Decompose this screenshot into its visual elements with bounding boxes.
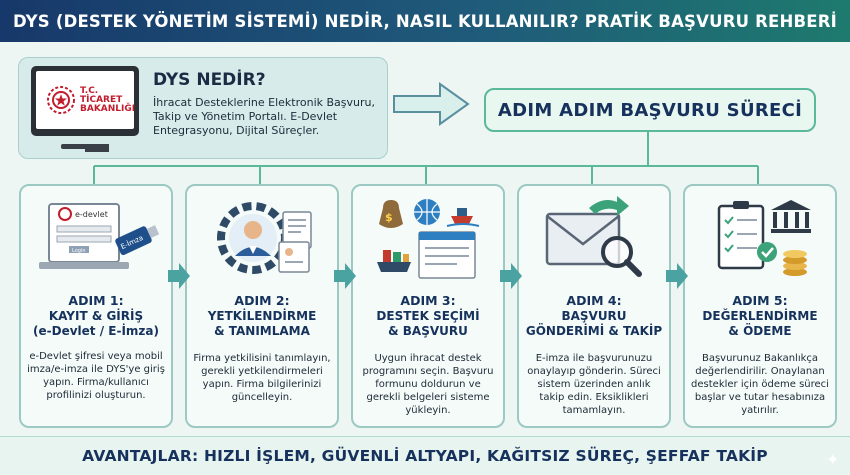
page-title: DYS (DESTEK YÖNETİM SİSTEMİ) NEDİR, NASIL KULLANILIR? PRATİK BAŞVURU REHBERİ [0, 0, 850, 42]
connector-lines [0, 0, 850, 190]
step-4-icon-area [519, 186, 669, 286]
advantages-footer: AVANTAJLAR: HIZLI İŞLEM, GÜVENLİ ALTYAPI, KAĞITSIZ SÜREÇ, ŞEFFAF TAKİP [0, 436, 850, 475]
step-arrow-3-icon [499, 262, 523, 290]
step-arrow-4-icon [665, 262, 689, 290]
dys-description: İhracat Desteklerine Elektronik Başvuru, Takip ve Yönetim Portalı. E-Devlet Entegrasyonu, Dijital Süreçler. [153, 96, 375, 137]
step-3-description: Uygun ihracat destek programını seçin. Başvuru formunu doldurun ve gerekli belgeleri sisteme yükleyin. [362, 353, 494, 416]
edevlet-text: e-devlet [75, 210, 108, 219]
step-3-icon-area [353, 186, 503, 286]
step-2-description: Firma yetkilisini tanımlayın, gerekli yetkilendirmeleri yapın. Firma bilgilerinizi güncelleyin. [193, 353, 331, 403]
step-1-description: e-Devlet şifresi veya mobil imza/e-imza ile DYS'ye giriş yapın. Firma/kullanıcı profilinizi oluşturun. [27, 351, 165, 401]
step-1-subtitle: KAYIT & GİRİŞ (e-Devlet / E-İmza) [33, 309, 159, 338]
step-2-title: ADIM 2: [234, 293, 290, 308]
step-card-1 [19, 184, 173, 428]
export-support-icon [353, 186, 503, 286]
step-5-description: Başvurunuz Bakanlıkça değerlendirilir. Onaylanan destekler için ödeme süreci başlar ve tutar hesabınıza yatırılır. [691, 353, 829, 416]
step-2-subtitle: YETKİLENDİRME & TANIMLAMA [207, 309, 317, 338]
step-card-4 [517, 184, 671, 428]
step-arrow-2-icon [333, 262, 357, 290]
svg-text:$: $ [385, 211, 393, 224]
step-1-title: ADIM 1: [68, 293, 124, 308]
step-3-subtitle: DESTEK SEÇİMİ & BAŞVURU [376, 309, 480, 338]
step-arrow-1-icon [167, 262, 191, 290]
mail-search-icon [519, 186, 669, 286]
sparkle-icon: ✦ [826, 450, 840, 469]
user-gear-icon [187, 186, 337, 286]
dys-title: DYS NEDİR? [153, 70, 266, 90]
step-5-subtitle: DEĞERLENDİRME & ÖDEME [702, 309, 818, 338]
checklist-bank-icon [685, 186, 835, 286]
login-text: Login [72, 248, 86, 254]
step-5-title: ADIM 5: [732, 293, 788, 308]
step-card-3 [351, 184, 505, 428]
step-4-title: ADIM 4: [566, 293, 622, 308]
step-3-title: ADIM 3: [400, 293, 456, 308]
process-title: ADIM ADIM BAŞVURU SÜRECİ [484, 88, 816, 132]
step-5-icon-area [685, 186, 835, 286]
step-1-icon-area [21, 186, 171, 286]
step-card-5 [683, 184, 837, 428]
step-4-description: E-imza ile başvurunuzu onaylayıp gönderin. Süreci sistem üzerinden anlık takip edin. Eksiklikleri tamamlayın. [527, 353, 661, 416]
step-card-2 [185, 184, 339, 428]
usb-text: E-İmza [119, 233, 145, 252]
laptop-login-icon [21, 186, 171, 286]
step-4-subtitle: BAŞVURU GÖNDERİMİ & TAKİP [525, 309, 663, 338]
ministry-logo-text: T.C. TİCARET BAKANLIĞI [80, 85, 136, 114]
step-2-icon-area [187, 186, 337, 286]
